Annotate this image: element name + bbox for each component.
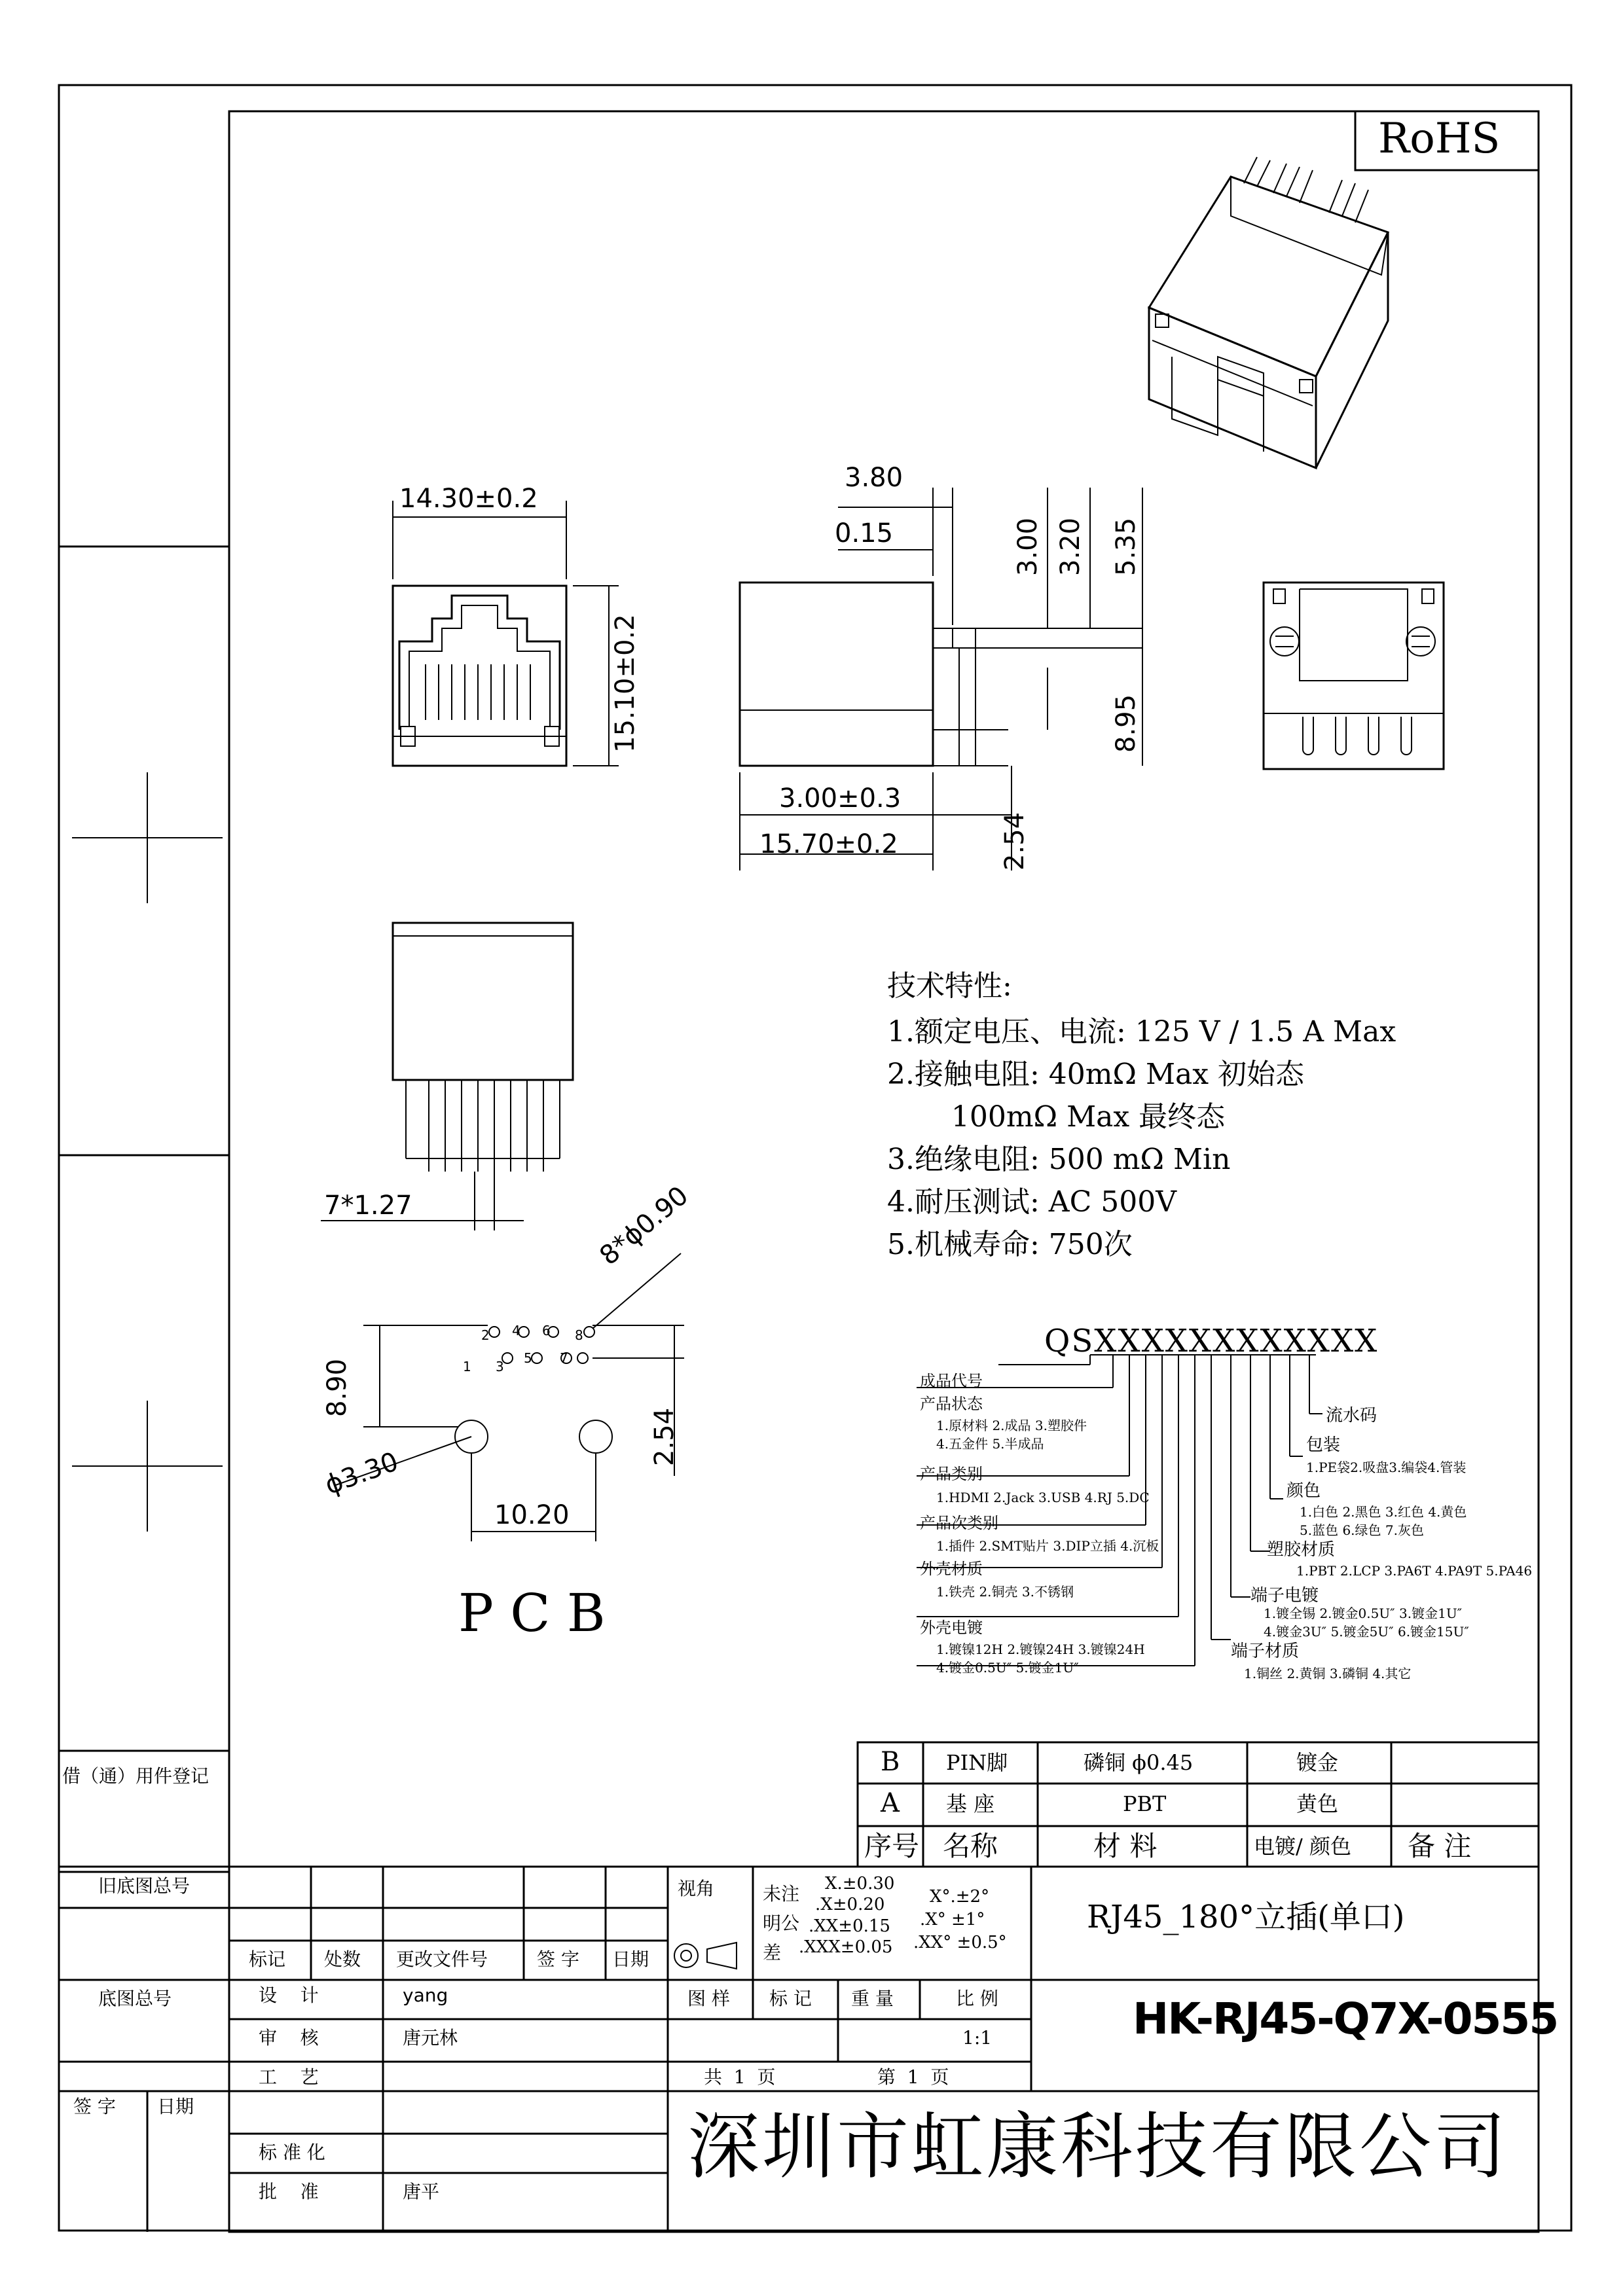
dim-380: 3.80	[845, 463, 903, 493]
code-right-title: 包装	[1306, 1435, 1341, 1455]
stage-header: 比 例	[956, 1988, 998, 2009]
iso-view	[1149, 157, 1388, 468]
code-right-options: 1.镀全锡 2.镀金0.5U″ 3.镀金1U″ 4.镀金3U″ 5.镀金5U″ 6.镀金15U″	[1264, 1605, 1469, 1640]
angle-tol: X°.±2°	[930, 1887, 990, 1907]
part-number: HK-RJ45-Q7X-0555	[1133, 1994, 1558, 2044]
dim-015: 0.15	[835, 518, 894, 548]
code-right-title: 端子电镀	[1250, 1586, 1319, 1605]
tolerance-value: .X±0.20	[815, 1895, 885, 1914]
angle-tol: .X° ±1°	[920, 1910, 985, 1929]
tolerance-label: 未注	[763, 1883, 800, 1905]
code-right-title: 流水码	[1326, 1406, 1377, 1426]
page-number: 第 1 页	[877, 2066, 949, 2088]
dim-535: 5.35	[1111, 517, 1141, 576]
product-name: RJ45_180°立插(单口)	[1087, 1899, 1405, 1935]
stage-header: 图 样	[687, 1988, 730, 2009]
stage-header: 重 量	[851, 1988, 894, 2009]
dim-254: 2.54	[1000, 812, 1030, 870]
bom-seq: B	[881, 1747, 900, 1777]
pin-number: 8	[575, 1327, 583, 1343]
role-label: 批 准	[259, 2181, 319, 2202]
tech-spec-line: 3.绝缘电阻: 500 mΩ Min	[887, 1143, 1231, 1176]
code-right-options: 1.铜丝 2.黄铜 3.磷铜 4.其它	[1244, 1666, 1412, 1681]
stage-header: 标 记	[769, 1988, 812, 2009]
code-left-options: 1.铁壳 2.铜壳 3.不锈钢	[936, 1584, 1074, 1600]
tech-spec-line: 5.机械寿命: 750次	[887, 1228, 1133, 1261]
rev-header: 更改文件号	[396, 1948, 488, 1970]
rev-header: 签 字	[537, 1948, 579, 1970]
dim-890: 8.90	[322, 1358, 352, 1417]
code-left-title: 产品类别	[920, 1465, 983, 1483]
bom-header-name: 名称	[943, 1830, 998, 1862]
code-left-options: 1.原材料 2.成品 3.塑胶件 4.五金件 5.半成品	[936, 1418, 1087, 1452]
dim-320: 3.20	[1055, 517, 1085, 576]
tech-specs-title: 技术特性:	[887, 969, 1012, 1003]
pin-number: 2	[481, 1327, 490, 1343]
scale-value: 1:1	[962, 2027, 993, 2049]
view-angle-label: 视角	[678, 1878, 715, 1899]
pin-number: 4	[512, 1323, 520, 1338]
dim-300-tol: 3.00±0.3	[779, 783, 902, 814]
base-drawing-no: 底图总号	[98, 1988, 172, 2009]
tolerance-label: 明公	[763, 1912, 800, 1934]
code-left-options: 1.镀镍12H 2.镀镍24H 3.镀镍24H 4.镀金0.5U″ 5.镀金1U″	[936, 1641, 1145, 1676]
role-name: 唐平	[403, 2181, 440, 2202]
bom-material: 磷铜 ϕ0.45	[1084, 1750, 1194, 1775]
pin-number: 3	[496, 1359, 504, 1374]
sign-label: 签 字	[73, 2096, 116, 2117]
bom-header-note: 备 注	[1408, 1830, 1472, 1862]
date-label: 日期	[157, 2096, 194, 2117]
code-right-title: 塑胶材质	[1267, 1540, 1336, 1560]
dim-1020: 10.20	[494, 1500, 570, 1530]
tolerance-value: X.±0.30	[825, 1874, 895, 1893]
code-left-title: 外壳材质	[920, 1560, 983, 1578]
dim-front-width: 14.30±0.2	[399, 484, 538, 514]
code-right-title: 颜色	[1286, 1481, 1321, 1501]
rear-view	[1264, 583, 1444, 769]
code-right-options: 1.PE袋2.吸盘3.编袋4.管装	[1306, 1460, 1467, 1475]
dim-300: 3.00	[1013, 517, 1043, 576]
bom-finish: 镀金	[1296, 1750, 1339, 1775]
rev-header: 标记	[249, 1948, 286, 1970]
rev-header: 处数	[324, 1948, 361, 1970]
role-label: 审 核	[259, 2027, 319, 2049]
tech-spec-line: 100mΩ Max 最终态	[887, 1100, 1226, 1134]
dim-holes: 8*ϕ0.90	[594, 1180, 695, 1272]
bom-name: PIN脚	[946, 1750, 1008, 1775]
role-label: 设 计	[259, 1984, 319, 2006]
front-view	[393, 501, 619, 766]
tolerance-value: .XXX±0.05	[799, 1937, 893, 1957]
tech-spec-line: 4.耐压测试: AC 500V	[887, 1185, 1176, 1219]
angle-tol: .XX° ±0.5°	[913, 1933, 1007, 1952]
total-pages: 共 1 页	[704, 2066, 776, 2088]
role-name: yang	[403, 1984, 448, 2006]
company-name: 深圳市虹康科技有限公司	[687, 2105, 1508, 2189]
pin-number: 7	[560, 1350, 568, 1366]
tech-spec-line: 1.额定电压、电流: 125 V / 1.5 A Max	[887, 1015, 1396, 1049]
tolerance-value: .XX±0.15	[809, 1916, 890, 1936]
pcb-label: P C B	[458, 1583, 606, 1643]
pin-number: 5	[524, 1350, 532, 1366]
code-left-title: 产品状态	[920, 1395, 983, 1413]
bom-seq: A	[881, 1788, 900, 1818]
bom-material: PBT	[1123, 1791, 1167, 1816]
bottom-view	[321, 923, 573, 1230]
tolerance-label: 差	[763, 1942, 782, 1964]
code-left-options: 1.插件 2.SMT贴片 3.DIP立插 4.沉板	[936, 1538, 1159, 1554]
code-right-title: 端子材质	[1231, 1641, 1300, 1661]
tech-spec-line: 2.接触电阻: 40mΩ Max 初始态	[887, 1058, 1305, 1091]
code-left-title: 外壳电镀	[920, 1619, 983, 1637]
pin-number: 6	[542, 1323, 551, 1338]
role-label: 标 准 化	[259, 2142, 325, 2163]
bom-header-finish: 电镀/ 颜色	[1254, 1834, 1351, 1859]
dim-254b: 2.54	[649, 1407, 680, 1466]
dim-front-height: 15.10±0.2	[610, 614, 640, 753]
bom-header-material: 材 料	[1093, 1830, 1158, 1862]
part-code: QSXXXXXXXXXXXX	[1044, 1323, 1379, 1359]
bom-header-seq: 序号	[864, 1830, 920, 1862]
dim-1570: 15.70±0.2	[759, 829, 898, 859]
bom-finish: 黄色	[1296, 1791, 1339, 1816]
side-label: 借（通）用件登记	[62, 1765, 210, 1787]
dim-895: 8.95	[1111, 694, 1141, 753]
dim-330: ϕ3.30	[321, 1446, 403, 1501]
bom-name: 基 座	[946, 1791, 995, 1816]
pcb-footprint	[334, 1253, 684, 1541]
rohs-label: RoHS	[1378, 115, 1501, 163]
code-right-options: 1.PBT 2.LCP 3.PA6T 4.PA9T 5.PA46	[1296, 1563, 1533, 1579]
pin-number: 1	[463, 1359, 471, 1374]
role-name: 唐元林	[403, 2027, 458, 2049]
code-left-title: 产品次类别	[920, 1514, 998, 1532]
code-left-title: 成品代号	[920, 1372, 983, 1390]
code-left-options: 1.HDMI 2.Jack 3.USB 4.RJ 5.DC	[936, 1490, 1150, 1505]
dim-pitch: 7*1.27	[324, 1191, 412, 1221]
code-right-options: 1.白色 2.黑色 3.红色 4.黄色 5.蓝色 6.绿色 7.灰色	[1300, 1504, 1467, 1538]
role-label: 工 艺	[259, 2066, 319, 2088]
rev-header: 日期	[612, 1948, 649, 1970]
old-drawing-no: 旧底图总号	[98, 1875, 191, 1897]
